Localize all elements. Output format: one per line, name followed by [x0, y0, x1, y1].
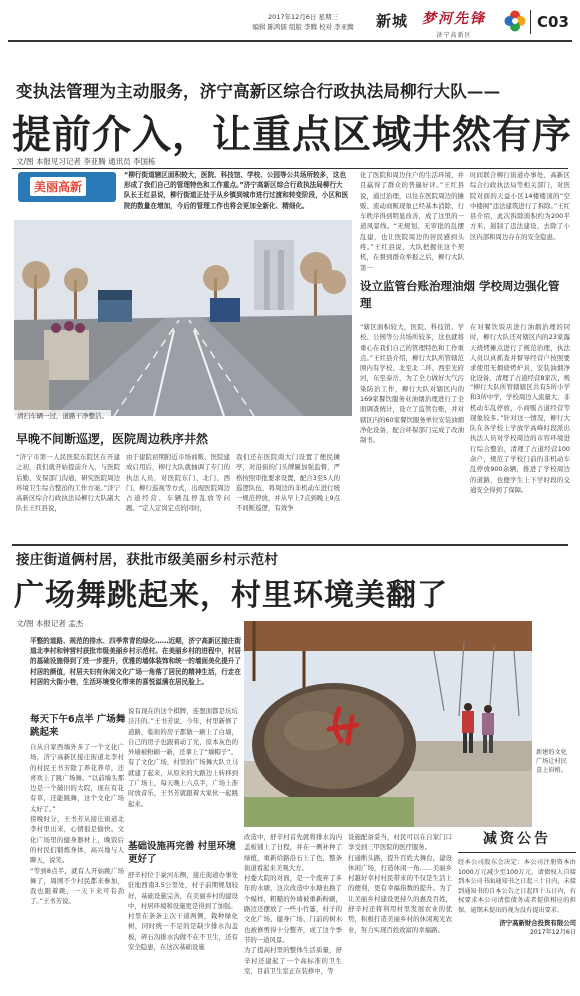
story1-column-b: 由于建院初期附近市场商贩、医院建成启用后，柳行大队就抽调了专门的执法人员，对医院东门、北门、西门、柳行巡视等方式，出现医院周边占道经营、车辆乱停乱放等问题。“定人定岗定点的同时，: [126, 453, 230, 513]
column-tag-label: 美丽高新: [30, 177, 86, 196]
story1-subhead-2: 设立监管台账治理油烟 学校周边强化管理: [360, 279, 560, 310]
story1-column-d: 化了医院和周边住户的生活环境，并且赢得了群众的普遍好评。”王红县说，通过治理，以往在医院周边的摊贩、流动商贩现象已经基本消除，行车秩序得到明显改善，成了这里的一道风景线。“无规划、无审批的乱摆乱建，也让医院周边的居民感到头疼。”王红县说，大队把握住这个契机，在督到群众举报之后，柳行大队第一: [360, 171, 464, 272]
story2-headline: 广场舞跳起来，村里环境美翻了: [14, 578, 448, 613]
story1-column-f: “辖区面积较大，医院、科技馆、学校、公园等公共场所较多，这也就将重心在我们自己的管理特色和工作重点。”王红县介绍，柳行大队所管辖范围内有学校、北至北二环、西至光府河，东至泰岳，为了全力做好大气污染防治工作，柳行大队对辖区内的169家餐饮服务业油烟治理进行了全面调查统计，设立了监管台账，并对辖区内的60家餐饮服务单位安装油烟净化设备，配合环保部门完成了改油制书。: [360, 323, 464, 445]
story1-subhead: 早晚不间断巡逻，医院周边秩序井然: [16, 432, 209, 446]
story1-byline: 文/图 本报见习记者 李亚腾 通讯员 李国栋: [16, 157, 156, 166]
story2-column-d: 改造中，舒辛村首先就将排水沟内盖板铺上了日程，并在一侧补种了绿植，重新给路沿石上了色，整条街道看起来美观大方。 村委大院的对面，是一个废弃了多年的水塘，这次改造中水塘也换了个模样，粗糙的外墙被重新粉刷，路边还摆放了一些小竹篓，村子的文化广场、健身广场、门前的树木也被修剪得十分整齐，成了这个季节的一道风景。 为了提高村里的整体生活质量，舒辛村还建起了一个高标准的卫生室，目前卫生室正在装修中，等: [244, 833, 342, 975]
flower-logo-icon: [504, 10, 526, 32]
column-tag: [18, 172, 116, 202]
masthead-meta: [238, 12, 368, 32]
staff-credits: 编辑 陈鸿儒 组版 李腾 校对 李亚腾: [252, 23, 354, 31]
capital-reduction-notice: [458, 828, 576, 996]
road-photo-caption: 清扫车辆一过，道路干净整洁。: [14, 410, 111, 421]
story1-column-g: 在对餐饮饭店进行油烟治理的同时，柳行大队还对辖区内的23家露天烧烤摊点进行了规范治理，执法人员以真抓查并督导经营户按照要求使用无烟烧烤炉具，安装油烟净化设备，清理了占道经营8家次，规: [470, 323, 570, 382]
notice-body: 经本公司股东会决定：本公司注册资本由1000万元减少至100万元，请债权人自接到本公司书面通知书之日起三十日内，未接到通知书的自本公告之日起四十五日内，有权要求本公司清偿债务或者提供相应的担保。逾期未提出的视为没有提出要求。: [458, 859, 576, 914]
story2-subhead: 每天下午6点半 广场舞跳起来: [30, 714, 126, 738]
village-photo-caption: 新建的文化广场让村民喜上眉梢。: [536, 749, 567, 774]
road-photo: [14, 220, 352, 416]
notice-title: 减资公告: [458, 828, 576, 853]
section-divider: [12, 544, 568, 546]
story1-headline: 提前介入，让重点区域井然有序: [12, 113, 573, 158]
masthead: [8, 6, 572, 42]
story1-column-c: 我们还在医院南大门设置了便民摊亭，对沿街的门头牌匾加强监督，严格按照审批要求设置，配合3至5人的巡逻队伍，将周边的非机动车进行统一规范停放，并从早上7点到晚上9点不间断巡逻，有效争: [236, 453, 340, 513]
brand-subtitle: 济宁高新区: [436, 32, 472, 39]
village-square-photo: [244, 621, 532, 827]
story1-column-a: “济宁市第一人民医院东院区在开建之初，我们就开始提前介入，与医院后勤、安保部门沟通，研究医院周边环境卫生综合整治的工作方案。”济宁高新区综合行政执法局柳行大队副大队长王红县说，: [16, 453, 120, 513]
story2-subhead-2: 基础设施再完善 村里环境更好了: [128, 841, 236, 865]
story2-column-c: 舒辛村位于豪河东侧，接庄街道办事处驻地西南3.5公里处，村子前期规划较好，基础设施完善，在美丽乡村的建设中，村居环境和设施更是得到了加强。 村里在条条主次干道两侧，栽种绿化树，同时统一不足的是缺少排水沟盖板，碎石沟排水沟做不在不卫生，还有安全隐患，在这次基础设施: [128, 871, 238, 952]
notice-signature: 济宁高新财合投资有限公司: [499, 918, 576, 927]
story2-column-b: 说有现在的这个棋牌，连想面都是坑坑洼洼的。”王书芳说，今年，村里新修了道路，临街的房子都做一刷上了白墙，自己的房子也跟着动了光，原本灰色的外墙被粉刷一新，还拿上了“墙帽子”。 有了文化广场，村里的广场舞大队立马就建了起来，从原来的大路边上转移到了广场上，每天晚上六点半，广场上准时放音乐，王书芳就跟着大家伙一起跳起来。: [128, 707, 238, 808]
section-name: 新城: [376, 12, 409, 30]
story2-kicker: 接庄街道俩村居，获批市级美丽乡村示范村: [16, 552, 279, 568]
divider: [12, 168, 568, 169]
story2-column-e: 设施配备妥当，村民可以在自家门口享受到三甲医院的医疗服务。 打通断头路，提升百姓大舞台，建设休闲广场，打造休闲一角……美丽乡村越好幸村村民带来的不仅是生活上的便利，更有幸福指数的提升。为了让美丽乡村建设更持久的惠及百姓，舒辛村还将利用村里发展农业的优势，积极打造美丽乡村的休闲观光农业，努力实现百姓致富的幸福路。: [348, 833, 452, 934]
notice-date: 2017年12月6日: [529, 928, 576, 936]
story1-lead: “柳行街道辖区面积较大，医院、科技馆、学校、公园等公共场所较多，这也形成了我们自己的管理特色和工作重点。”济宁高新区综合行政执法局柳行大队长王红县说，柳行街道正处于从乡镇到城市进行过渡和转变阶段，小区和医院的数量在增加，今后的管理工作也将会更加全新化、精细化。: [124, 171, 349, 210]
story1-column-h: “柳行大队所管辖辖区共有5所小学和3所中学，学校周边人流量大，非机动车乱停放，小商贩占道经营等现象较多。”针对这一情况，柳行大队在各学校上学放学高峰时段派出执法人员对学校周边的市容环境进行综合整治，清理了占道经营100余户，规范了学校门前的非机动车乱停放900余辆，推进了学校周边的道路，也便学生上下学时段的交通安全得到了保障。: [470, 383, 570, 494]
story1-column-e: 时间联合柳行街道办事处、高新区综合行政执法局等相关部门，对医院对面的天益小区14楼楼顶的“空中楼阁”违法建筑进行了拆除。”王红县介绍，此次拆除面积约为200平方米，遏制了违法建设，去除了小区内部和周边存在的安全隐患。: [470, 171, 570, 241]
story2-column-a: 自从自家西墙外多了一个文化广场，济宁高新区接庄街道北李村的村民王书芳除了养花养草，还喜欢上了跳广场舞。“以前墙头那边是一个破旧的大院，现在有花有草，还能跳舞，这个文化广场太好了。” 傍晚时分，王书芳从接庄街道北李村里出来，心情很是愉快。文化广场里的健身器材上，晚饭后的村民们锻炼身体，高兴地与人聊天，说笑。 “等到8点半，就有人开始跳广场舞了，周围不少村民都来参加，我也跟着跳，一天下来可有劲了。”王书芳说。: [30, 743, 124, 906]
brand-logo: 梦河先锋: [422, 11, 486, 27]
story1-kicker: 变执法管理为主动服务，济宁高新区综合行政执法局柳行大队——: [16, 82, 501, 101]
story2-byline: 文/图 本报记者 孟杰: [16, 619, 84, 628]
page-number: C03: [530, 10, 569, 34]
brand: [418, 8, 490, 39]
issue-date: 2017年12月6日 星期三: [267, 13, 338, 21]
story2-lead: 平整的道路、规范的排水、四季常青的绿化……近期，济宁高新区接庄街道北李村和钟营村获批市级美丽乡村示范村。在美丽乡村的进程中，村居的基础设施得到了进一步提升，优雅的墙体装饰和统一的墙面美化提升了村居的颜值，村居夫妇有休闲文化广场一角落了居民的精神生活，行走在村居的大街小巷，生活环境变化带来的喜悦溢满在居民脸上。: [30, 637, 241, 686]
